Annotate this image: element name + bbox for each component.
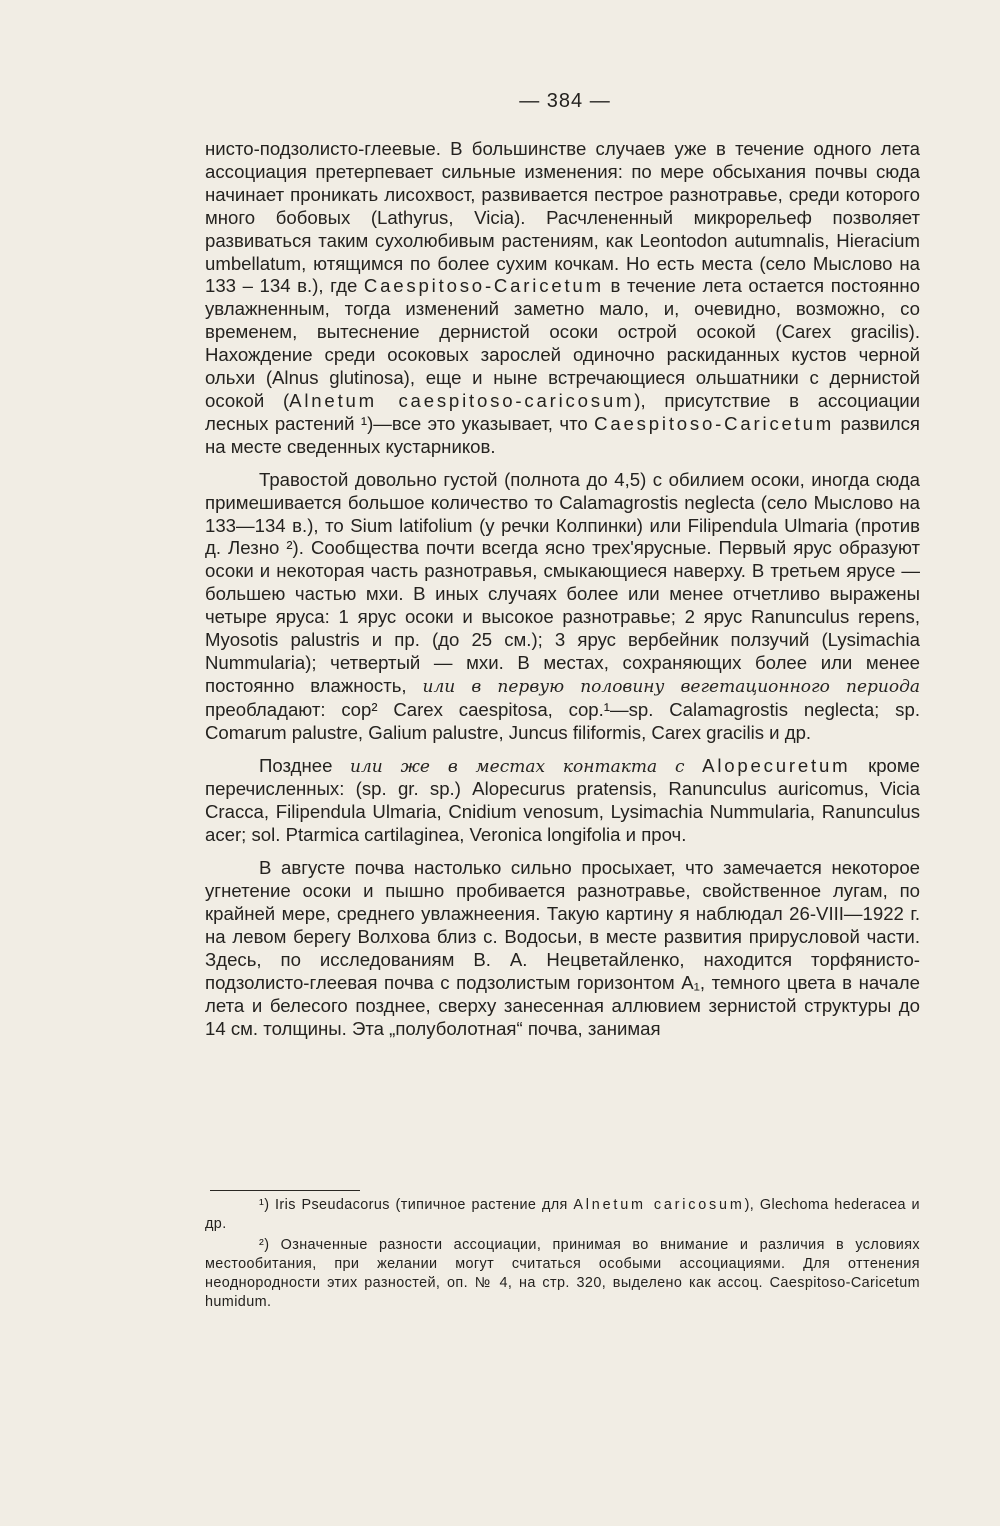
- footnotes: [205, 1196, 920, 1314]
- footnote-1-text-b: ), Glechoma hederacea и др.: [205, 1197, 920, 1232]
- para3-text-a: Позднее: [259, 754, 333, 776]
- para1-text-d: развился на месте сведенных кустарников.: [205, 412, 920, 457]
- para3-spaced: Alopecuretum: [702, 754, 851, 776]
- paragraph-4: [205, 857, 920, 1040]
- footnote-1-text-a: ¹) Iris Pseudacorus (типичное растение для: [259, 1197, 568, 1213]
- paragraph-3: [205, 755, 920, 848]
- main-text: [205, 138, 920, 1040]
- para1-text-b: в течение лета остается постоянно увлажненным, тогда изменений заметно мало, и, очевидно, возможно, со временем, вытеснение дернистой осоки острой осокой (Carex gracilis). Нахождение среди осоковых зарослей одиночно раскиданных кустов черной ольхи (Alnus glutinosa), еще и ныне встречающиеся ольшатники с дернистой осокой (: [205, 275, 921, 411]
- para3-text-b: кроме перечисленных: (sp. gr. sp.) Alopecurus pratensis, Ranunculus auricomus, Vicia Cracca, Filipendula Ulmaria, Cnidium venosum, Lysimachia Nummularia, Ranunculus acer; sol. Ptarmica cartilaginea, Veronica longifolia и проч.: [205, 754, 921, 846]
- paragraph-1: [205, 138, 920, 459]
- para1-spaced-a: Caespitoso-Caricetum: [363, 275, 604, 297]
- para4-text: В августе почва настолько сильно просыхает, что замечается некоторое угнетение осоки и пышно пробивается разнотравье, свойственное лугам, по крайней мере, среднего увлажнеения. Такую картину я наблюдал 26-VIII—1922 г. на левом берегу Волхова близ с. Водосьи, в месте развития прирусловой части. Здесь, по исследованиям В. А. Нецветайленко, находится торфянисто-подзолисто-глеевая почва с подзолистым горизонтом A₁, темного цвета в начале лета и белесого позднее, сверху занесенная аллювием зернистой структуры до 14 см. толщины. Эта „полуболотная“ почва, занимая: [205, 857, 920, 1039]
- page-number: — 384 —: [519, 90, 611, 112]
- para1-text-c: ), присутствие в ассоциации лесных растений ¹)—все это указывает, что: [205, 389, 920, 434]
- para2-italic: или в первую половину вегетационного периода: [422, 676, 920, 697]
- footnote-1: [205, 1196, 920, 1234]
- para1-text-a: нисто-подзолисто-глеевые. В большинстве случаев уже в течение одного лета ассоциация претерпевает сильные изменения: по мере обсыхания почвы сюда начинает проникать лисохвост, развивается пестрое разнотравье, среди которого много бобовых (Lathyrus, Vicia). Расчлененный микрорельеф позволяет развиваться таким сухолюбивым растениям, как Leontodon autumnalis, Hieracium umbellatum, ютящимся по более сухим кочкам. Но есть места (село Мыслово на 133 – 134 в.), где: [205, 138, 920, 297]
- para1-spaced-c: Caespitoso-Caricetum: [594, 412, 835, 434]
- footnote-2: ²) Означенные разности ассоциации, принимая во внимание и различия в условиях местообитания, при желании могут считаться особыми ассоциациями. Для оттенения неоднородности этих разностей, оп. № 4, на стр. 320, выделено как ассоц. Caespitoso-Caricetum humidum.: [205, 1237, 920, 1310]
- footnote-divider: [210, 1190, 360, 1191]
- para1-spaced-b: Alnetum caespitoso-caricosum: [289, 389, 635, 411]
- para2-text-a: Травостой довольно густой (полнота до 4,5) с обилием осоки, иногда сюда примешивается большое количество то Calamagrostis neglecta (село Мыслово на 133—134 в.), то Sium latifolium (у речки Колпинки) или Filipendula Ulmaria (против д. Лезно ²). Сообщества почти всегда ясно трех'ярусные. Первый ярус образуют осоки и некоторая часть разнотравья, смыкающиеся наверху. В третьем ярусе — большею частью мхи. В иных случаях более или менее отчетливо выражены четыре яруса: 1 ярус осоки и высокое разнотравье; 2 ярус Ranunculus repens, Myosotis palustris и пр. (до 25 см.); 3 ярус вербейник ползучий (Lysimachia Nummularia); четвертый — мхи. В местах, сохраняющих более или менее постоянно влажность,: [205, 468, 920, 696]
- para2-text-b: преобладают: cop² Carex caespitosa, cop.¹—sp. Calamagrostis neglecta; sp. Comarum palustre, Galium palustre, Juncus filiformis, Carex gracilis и др.: [205, 698, 920, 743]
- footnote-1-spaced: Alnetum caricosum: [573, 1197, 745, 1213]
- para3-italic: или же в местах контакта с: [350, 756, 685, 777]
- paragraph-2: [205, 469, 920, 745]
